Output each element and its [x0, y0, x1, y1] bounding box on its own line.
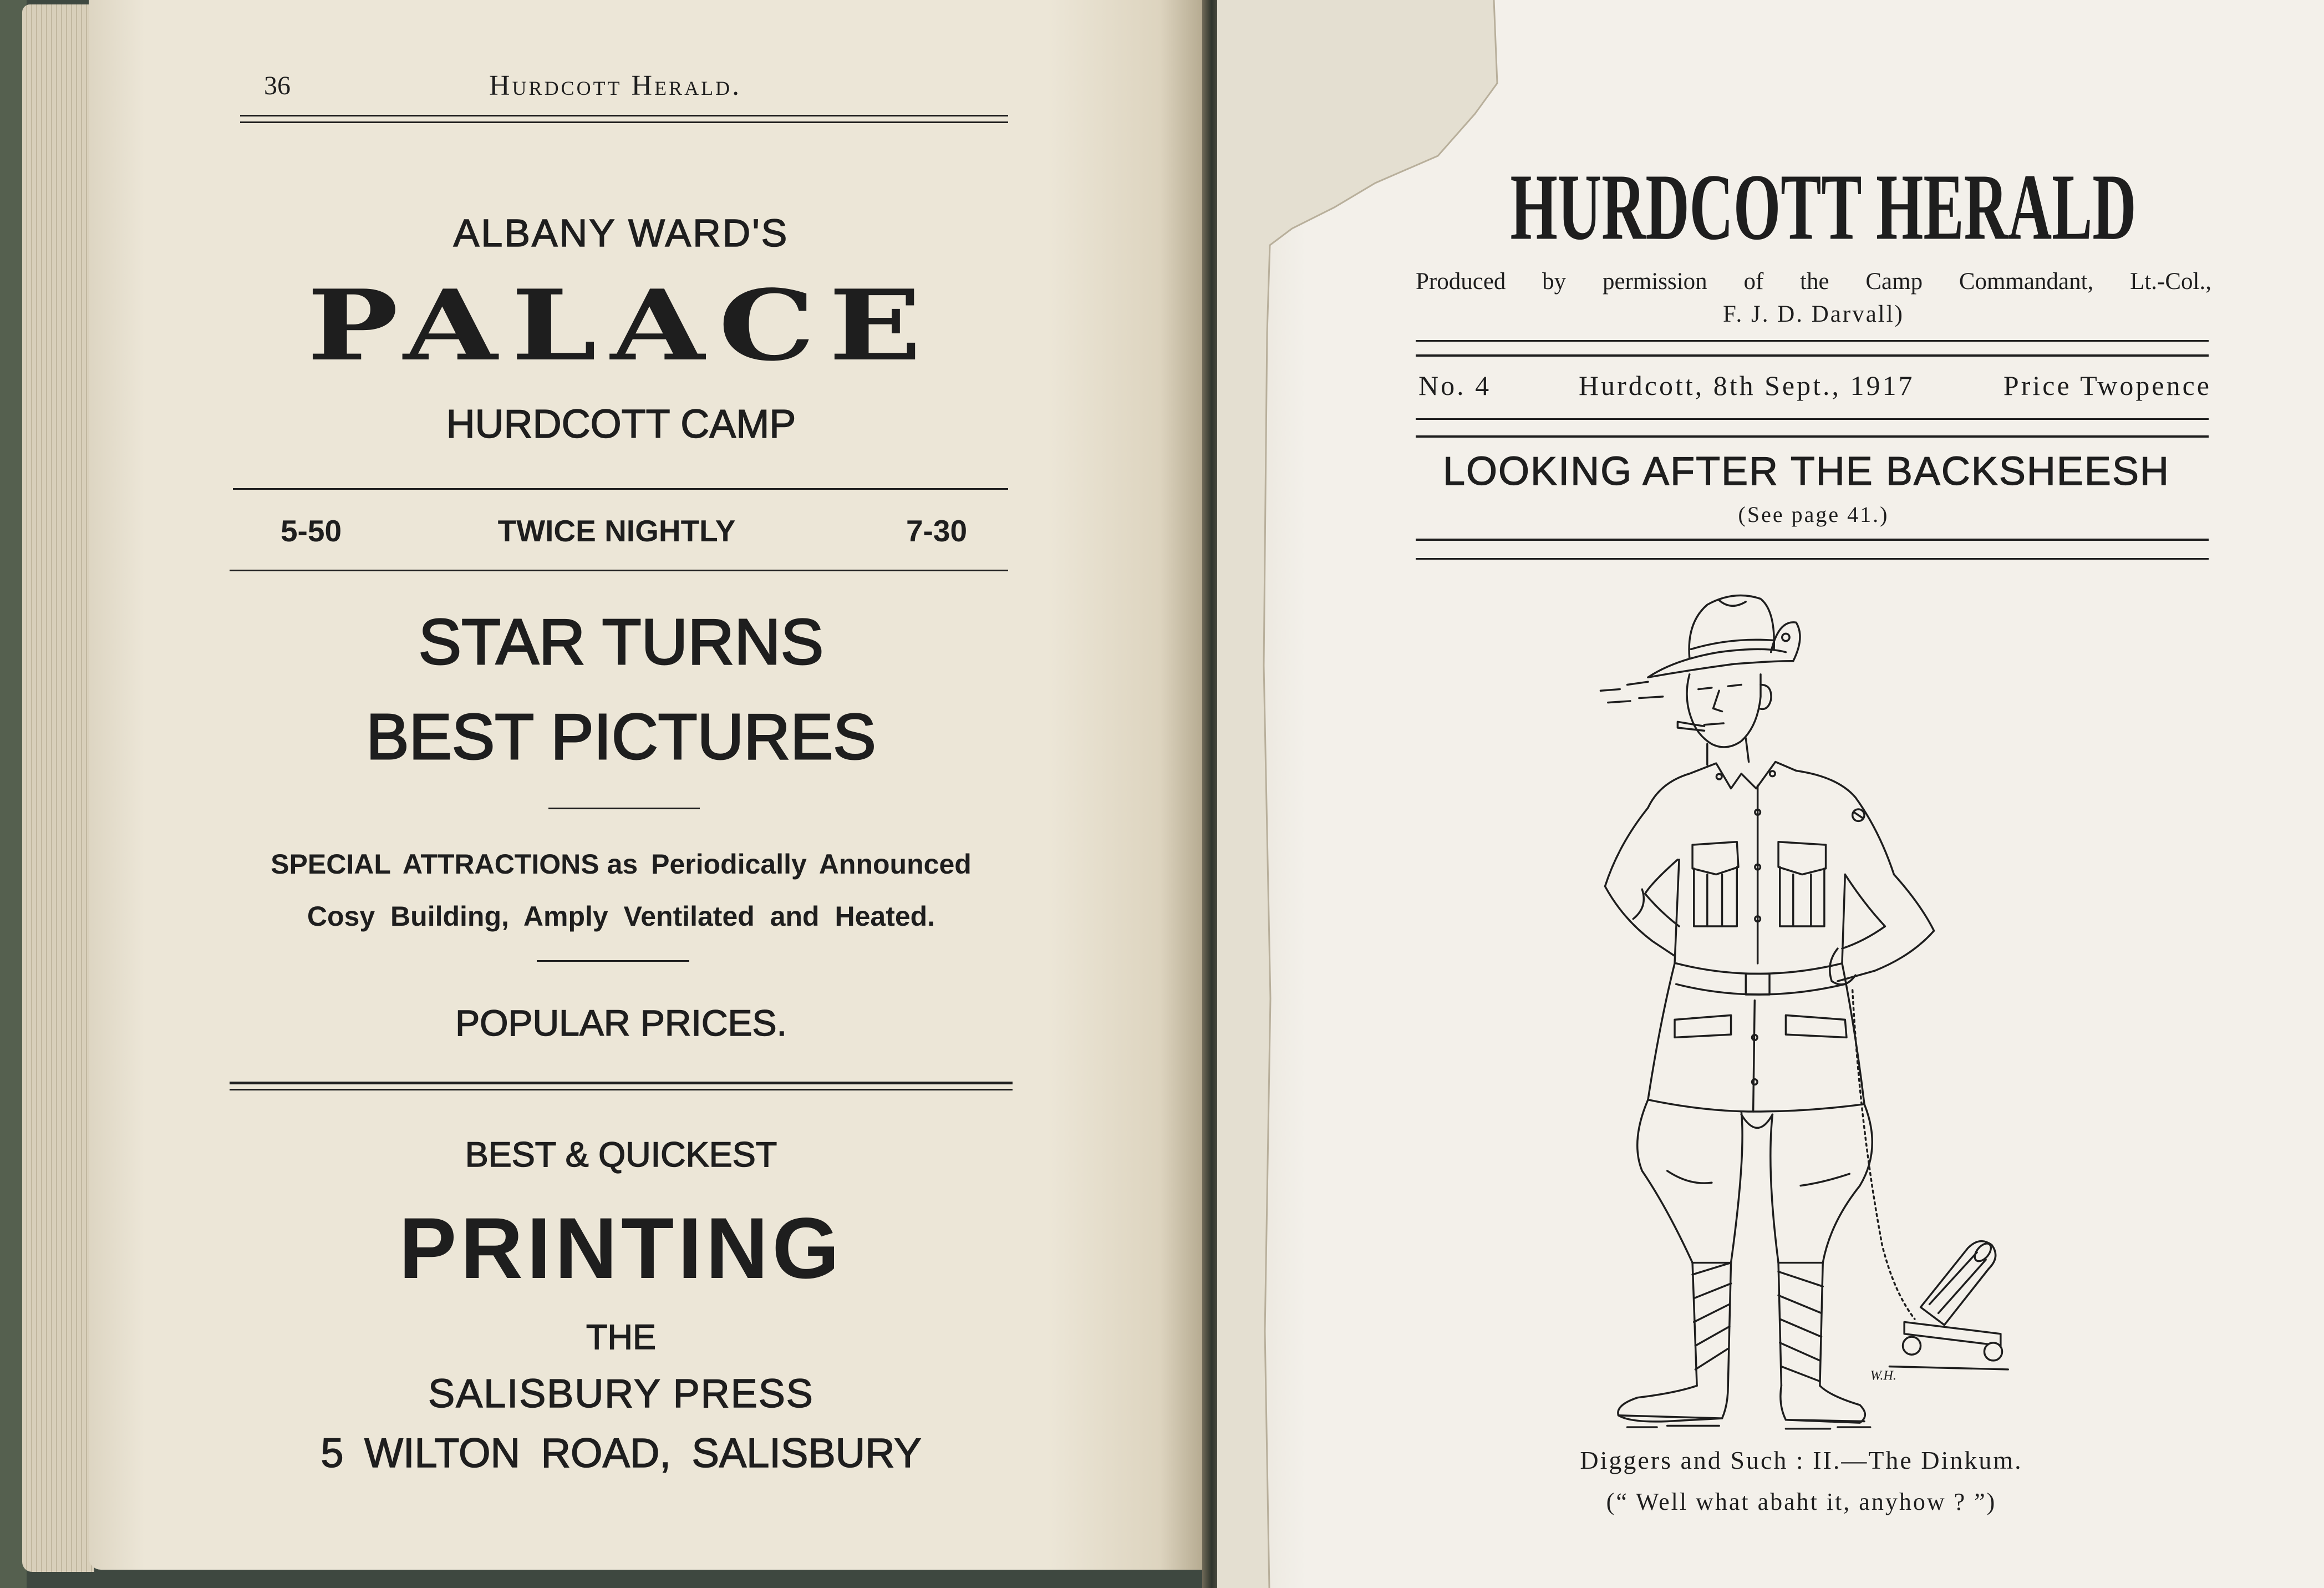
permission-line-2: F. J. D. Darvall): [1722, 301, 1904, 327]
ad-headline-1: STAR TURNS: [418, 606, 824, 678]
feature-rule-top: [1416, 539, 2209, 541]
ad-location: HURDCOTT CAMP: [446, 402, 796, 447]
header-rule-bottom: [240, 121, 1008, 123]
divider-rule: [233, 488, 1008, 490]
divider-rule: [230, 570, 1008, 571]
breeches: [1638, 1100, 1873, 1263]
masthead-wrap: [1426, 154, 2221, 260]
section-rule-thick: [230, 1082, 1013, 1084]
section-rule-thin: [230, 1089, 1013, 1090]
info-rule-bottom: [1416, 435, 2209, 438]
masthead-rule-top: [1416, 340, 2209, 342]
masthead: HURDCOTT HERALD: [1510, 154, 2137, 260]
printing-article: THE: [586, 1318, 656, 1357]
show-schedule: TWICE NIGHTLY: [497, 514, 736, 548]
ball-and-chain-chain: [1853, 990, 1915, 1319]
price: Price Twopence: [2003, 370, 2211, 401]
ad-venue-name: PALACE: [307, 269, 935, 383]
stacked-page-edges: [22, 4, 94, 1572]
soldier-illustration: [1571, 578, 2045, 1438]
info-rule-top: [1416, 418, 2209, 420]
illustration-caption: Diggers and Such : II.—The Dinkum.: [1580, 1446, 2023, 1474]
page-number: 36: [264, 71, 291, 100]
short-rule: [537, 960, 689, 962]
printing-address: 5 WILTON ROAD, SALISBURY: [321, 1430, 922, 1476]
right-arm-akimbo: [1796, 771, 1934, 985]
ad-headline-2: BEST PICTURES: [366, 701, 876, 773]
ground-lines: [1628, 1367, 2008, 1429]
show-time-late: 7-30: [906, 514, 968, 548]
chest-pockets: [1692, 842, 1825, 926]
ad-owner: ALBANY WARD'S: [453, 211, 789, 255]
left-page-content: [230, 0, 1013, 1570]
ad-attractions-caps: SPECIAL ATTRACTIONS: [271, 849, 599, 880]
feature-reference: (See page 41.): [1738, 502, 1889, 527]
ad-building: Cosy Building, Amply Ventilated and Heated.: [307, 901, 935, 932]
short-rule: [548, 808, 700, 809]
ad-venue-wrap: [230, 269, 1013, 383]
slouch-hat: [1648, 596, 1800, 678]
dateline: Hurdcott, 8th Sept., 1917: [1579, 370, 1915, 401]
feature-rule-bottom: [1416, 558, 2209, 560]
permission-line-1: Produced by permission of the Camp Commandant, Lt.-Col.,: [1416, 268, 2211, 295]
lower-pockets: [1675, 1015, 1847, 1037]
show-time-early: 5-50: [280, 514, 342, 548]
neck-and-collar: [1690, 738, 1796, 789]
ad-attractions: [230, 848, 1013, 881]
artist-signature: W.H.: [1870, 1368, 1896, 1383]
running-head: Hurdcott Herald.: [489, 70, 742, 102]
feature-title: LOOKING AFTER THE BACKSHEESH: [1443, 449, 2170, 494]
tunic: [1648, 785, 1864, 1112]
printing-tagline: BEST & QUICKEST: [465, 1135, 777, 1174]
toy-cannon: [1903, 1241, 2002, 1361]
puttees: [1692, 1263, 1823, 1386]
ad-prices: POPULAR PRICES.: [455, 1002, 787, 1043]
boots: [1618, 1386, 1865, 1423]
belt: [1676, 963, 1845, 995]
illustration-quote: (“ Well what abaht it, anyhow ? ”): [1606, 1488, 1997, 1515]
face: [1687, 674, 1771, 747]
printing-service: PRINTING: [399, 1200, 843, 1297]
header-rule-top: [240, 115, 1008, 116]
ad-attractions-rest: as Periodically Announced: [607, 849, 972, 880]
masthead-rule-bottom: [1416, 354, 2209, 357]
printing-company: SALISBURY PRESS: [428, 1372, 814, 1416]
issue-number: No. 4: [1418, 370, 1492, 401]
